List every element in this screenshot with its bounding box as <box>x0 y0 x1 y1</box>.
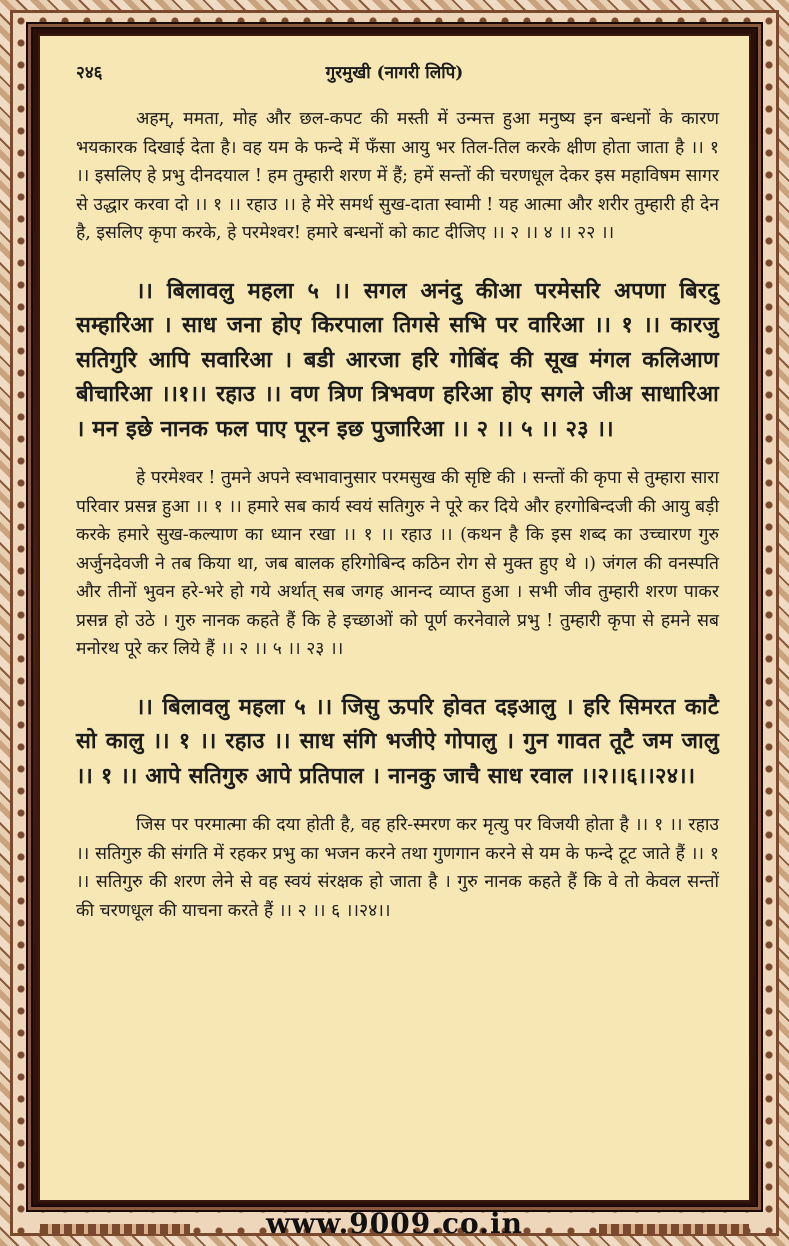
footer-ornament-left <box>40 1224 190 1234</box>
page-title: गुरमुखी (नागरी लिपि) <box>325 63 464 83</box>
hindi-translation-2: हे परमेश्वर ! तुमने अपने स्वभावानुसार परमसुख की सृष्टि की । सन्तों की कृपा से तुम्हारा सारा परिवार प्रसन्न हुआ ।। १ ।। हमारे सब कार्य स्वयं सतिगुरु ने पूरे कर दिये और हरगोबिन्दजी की आयु बड़ी करके हमारे सुख-कल्याण का ध्यान रखा ।। १ ।। रहाउ ।। (कथन है कि इस शब्द का उच्चारण गुरु अर्जुनदेवजी ने तब किया था, जब बालक हरिगोबिन्द कठिन रोग से मुक्त हुए थे ।) जंगल की वनस्पति और तीनों भुवन हरे-भरे हो गये अर्थात् सब जगह आनन्द व्याप्त हुआ । सभी जीव तुम्हारी शरण पाकर प्रसन्न हो उठे । गुरु नानक कहते हैं कि हे इच्छाओं को पूर्ण करनेवाले प्रभु ! तुम्हारी कृपा से हमने सब मनोरथ पूरे कर लिये हैं ।। २ ।। ५ ।। २३ ।। <box>76 468 719 659</box>
hindi-translation-1: अहम्, ममता, मोह और छल-कपट की मस्ती में उन्मत्त हुआ मनुष्य इन बन्धनों के कारण भयकारक दिखाई देता है। वह यम के फन्दे में फँसा आयु भर तिल-तिल करके क्षीण होता जाता है ।। १ ।। इसलिए हे प्रभु दीनदयाल ! हम तुम्हारी शरण में हैं; हमें सन्तों की चरणधूल देकर इस महाविषम सागर से उद्धार करवा दो ।। १ ।। रहाउ ।। हे मेरे समर्थ सुख-दाता स्वामी ! यह आत्मा और शरीर तुम्हारी ही देन है, इसलिए कृपा करके, हे परमेश्वर! हमारे बन्धनों को काट दीजिए ।। २ ।। ४ ।। २२ ।। <box>76 109 719 243</box>
page-number: २४६ <box>76 63 103 83</box>
page-paper <box>38 34 751 1202</box>
gurbani-verse-1: ।। बिलावलु महला ५ ।। सगल अनंदु कीआ परमेसरि अपणा बिरदु सम्हारिआ । साध जना होए किरपाला तिगसे सभि पर वारिआ ।। १ ।। कारजु सतिगुरि आपि सवारिआ । बडी आरजा हरि गोबिंद की सूख मंगल कलिआण बीचारिआ ।।१।। रहाउ ।। वण त्रिण त्रिभवण हरिआ होए सगले जीअ साधारिआ । मन इछे नानक फल पाए पूरन इछ पुजारिआ ।। २ ।। ५ ।। २३ ।। <box>76 277 719 442</box>
gurbani-verse-2: ।। बिलावलु महला ५ ।। जिसु ऊपरि होवत दइआलु । हरि सिमरत काटै सो कालु ।। १ ।। रहाउ ।। साध संगि भजीऐ गोपालु । गुन गावत तूटै जम जालु ।। १ ।। आपे सतिगुरु आपे प्रतिपाल । नानकु जाचै साध रवाल ।।२।।६।।२४।। <box>76 693 719 789</box>
footer <box>0 1207 789 1240</box>
footer-ornament-right <box>599 1224 749 1234</box>
hindi-translation-3: जिस पर परमात्मा की दया होती है, वह हरि-स्मरण कर मृत्यु पर विजयी होता है ।। १ ।। रहाउ ।। सतिगुरु की संगति में रहकर प्रभु का भजन करने तथा गुणगान करने से यम के फन्दे टूट जाते हैं ।। १ ।। सतिगुरु की शरण लेने से वह स्वयं संरक्षक हो जाता है । गुरु नानक कहते हैं कि वे तो केवल सन्तों की चरणधूल की याचना करते हैं ।। २ ।। ६ ।।२४।। <box>76 815 719 921</box>
website-url[interactable]: www.9009.co.in <box>266 1207 523 1240</box>
